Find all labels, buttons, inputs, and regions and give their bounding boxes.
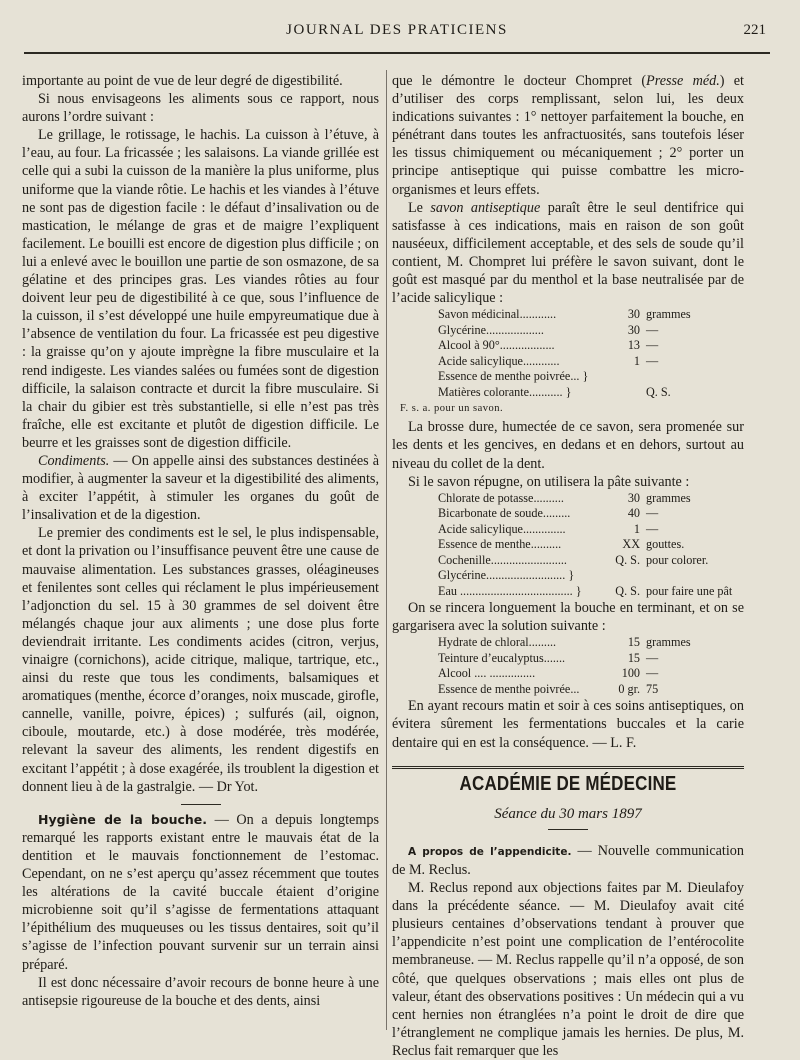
right-column bbox=[392, 72, 744, 1060]
recipe-unit: grammes bbox=[646, 635, 691, 650]
recipe-ingredient: Alcool .... ............... bbox=[438, 666, 536, 681]
paragraph: Le savon antiseptique paraît être le seul dentifrice qui satisfasse à ces indications, mais en raison de son goût nauséeux, difficilement acceptable, et des sels de soude qu’il contient, M. Chompret lui préfère le savon suivant, dont le goût est masqué par du menthol et la base neutralisée par de l’acide salicylique : bbox=[392, 199, 745, 307]
recipe-ingredient: Glycérine.......................... } bbox=[438, 568, 575, 583]
recipe-unit: Q. S. bbox=[646, 384, 671, 399]
recipe-row bbox=[438, 666, 691, 682]
recipe-unit: — bbox=[646, 650, 659, 665]
recipe-quantity: XX bbox=[622, 537, 640, 552]
journal-reference: Presse méd. bbox=[646, 73, 720, 89]
recipe-quantity: 1 bbox=[633, 353, 640, 368]
recipe-quantity: Q. S. bbox=[615, 552, 640, 567]
recipe-row bbox=[438, 553, 732, 569]
recipe-quantity: 0 gr. bbox=[618, 681, 640, 696]
recipe-quantity: 15 bbox=[627, 635, 640, 650]
paragraph: Il est donc nécessaire d’avoir recours de bonne heure à une antisepsie rigoureuse de la bouche et des dents, ainsi bbox=[22, 974, 379, 1009]
paragraph: En ayant recours matin et soir à ces soins antiseptiques, on évitera sûrement les fermentations buccales et la carie dentaire qui en est la conséquence. — L. F. bbox=[392, 698, 744, 751]
recipe-unit: — bbox=[646, 666, 659, 681]
recipe-ingredient: Savon médicinal............ bbox=[438, 307, 557, 322]
academy-heading-box bbox=[392, 769, 744, 795]
recipe-ingredient: Essence de menthe poivrée... bbox=[438, 681, 580, 696]
recipe-ingredient: Essence de menthe.......... bbox=[438, 537, 562, 552]
recipe-row bbox=[438, 491, 732, 507]
paragraph: On se rincera longuement la bouche en terminant, et on se gargarisera avec la solution suivante : bbox=[392, 600, 744, 635]
author-signature: — L. F. bbox=[588, 734, 637, 751]
recipe-unit: 75 bbox=[646, 681, 659, 696]
recipe-unit: — bbox=[646, 338, 659, 353]
section-separator bbox=[181, 804, 221, 805]
recipe-unit: pour faire une pât bbox=[646, 583, 733, 598]
recipe-row bbox=[438, 506, 732, 522]
recipe-note: F. s. a. pour un savon. bbox=[400, 403, 504, 415]
recipe-ingredient: Cochenille......................... bbox=[438, 552, 567, 567]
column-divider bbox=[386, 70, 387, 1030]
recipe-quantity: 30 bbox=[627, 490, 640, 505]
section-heading-condiments: Condiments. bbox=[38, 452, 110, 469]
header-rule bbox=[24, 52, 770, 54]
recipe-ingredient: Acide salicylique.............. bbox=[438, 521, 566, 536]
recipe-unit: gouttes. bbox=[646, 537, 685, 552]
paragraph: Si nous envisageons les aliments sous ce rapport, nous aurons l’ordre suivant : bbox=[22, 91, 379, 126]
recipe-gargle bbox=[438, 635, 691, 697]
left-column bbox=[22, 72, 379, 1010]
paragraph: Le premier des condiments est le sel, le plus indispensable, et dont la privation ou l’insuffisance peuvent être une cause de mauvaise alimentation. Les substances grasses, oléagineuses et fenilentes sont celles qui réclament le plus impérieusement l’adjonction du sel. 15 à 30 grammes de sel doivent être mélangés chaque jour aux aliments ; une dose plus forte deviendrait irritante. Les condiments acides (citron, verjus, vinaigre (cornichons), acide citrique, malique, tartrique, etc., ainsi du reste que tous les condiments, balsamiques et aromatiques (menthe, écorce d’oranges, noix muscade, girofle, cannelle, vanille, poivre, épices) ; sulfurés (ail, oignon, ciboule, moutarde, etc.) à dose modérée, très modérée, relevant la saveur des aliments, les rendent digestifs en excitant l’appétit ; à dose exagérée, ils troublent la digestion et donnent lieu à de la gastralgie. — Dr Yot. bbox=[22, 525, 379, 795]
recipe-row bbox=[438, 635, 691, 651]
section-heading-hygiene: Hygiène de la bouche. bbox=[38, 811, 208, 827]
recipe-quantity: 1 bbox=[633, 521, 640, 536]
recipe-quantity: 13 bbox=[627, 338, 640, 353]
recipe-ingredient: Alcool à 90°.................. bbox=[438, 338, 555, 353]
paragraph: importante au point de vue de leur degré de digestibilité. bbox=[22, 73, 343, 89]
recipe-ingredient: Chlorate de potasse.......... bbox=[438, 490, 564, 505]
recipe-ingredient: Eau ..................................... } bbox=[438, 583, 582, 598]
recipe-row bbox=[438, 338, 691, 354]
recipe-unit: — bbox=[646, 353, 659, 368]
recipe-row bbox=[438, 522, 732, 538]
recipe-ingredient: Teinture d’eucalyptus....... bbox=[438, 650, 566, 665]
recipe-row bbox=[438, 568, 732, 584]
recipe-ingredient: Bicarbonate de soude......... bbox=[438, 506, 571, 521]
recipe-paste bbox=[438, 491, 732, 600]
recipe-row bbox=[438, 369, 691, 385]
recipe-quantity: Q. S. bbox=[615, 583, 640, 598]
recipe-row bbox=[438, 651, 691, 667]
recipe-ingredient: Matières colorante........... } bbox=[438, 384, 572, 399]
recipe-unit: — bbox=[646, 521, 659, 536]
recipe-row bbox=[438, 323, 691, 339]
section-separator bbox=[548, 829, 588, 830]
recipe-quantity: 30 bbox=[627, 322, 640, 337]
recipe-quantity bbox=[606, 385, 646, 401]
paragraph: que le démontre le docteur Chompret (Presse méd.) et d’utiliser des corps remplissant, selon lui, les deux indications suivantes : 1° nettoyer parfaitement la bouche, en pénétrant dans toutes les anfractuosités, sans toutefois léser les tissus chimiquement ou mécaniquement ; 2° porter un principe antiseptique qui puisse combattre les micro-organismes et leurs effets. bbox=[392, 73, 744, 198]
recipe-quantity: 30 bbox=[627, 307, 640, 322]
journal-title: JOURNAL DES PRATICIENS bbox=[286, 22, 508, 38]
recipe-ingredient: Hydrate de chloral......... bbox=[438, 635, 557, 650]
recipe-unit: — bbox=[646, 506, 659, 521]
recipe-ingredient: Glycérine................... bbox=[438, 322, 544, 337]
page-number: 221 bbox=[743, 22, 766, 38]
paragraph: Le grillage, le rotissage, le hachis. La cuisson à l’étuve, à l’eau, au four. La fricassée ; les salaisons. La viande grillée est celle qui a subi la cuisson de la manière la plus uniforme, plus uniforme que la viande rôtie. Le hachis et les viandes à l’étuve ne sont pas de digestion facile : le défaut d’insalivation ou de mastication, le mélange de gras et de maigre l’expliquent facilement. Le bouilli est encore de digestion plus difficile ; on lui a enlevé avec le bouillon une partie de son osmazone, de sa gélatine et des principes gras. Les viandes rôties au four doivent leur peu de digestibilité à ce que, sous l’influence de la cuisson, il s’est développé une huile empyreumatique due à l’absence de ventilation du four. La fricassée est peu digestive : la graisse qu’on y ajoute imprègne la fibre musculaire et la rend indigeste. Les viandes salées ou fumées sont de digestion difficile, la salaison contracte et durcit la fibre musculaire. Si la chair du gibier est très substantielle, si elle n’est pas très fraîche, elle est excitante et plutôt de digestion difficile. Le beurre et les graisses sont de digestion difficile. bbox=[22, 127, 379, 451]
recipe-ingredient: Acide salicylique............ bbox=[438, 353, 560, 368]
paragraph: La brosse dure, humectée de ce savon, sera promenée sur les dents et les gencives, en dedans et en dehors, surtout au niveau du collet de la dent. bbox=[392, 419, 744, 472]
academy-title: ACADÉMIE DE MÉDECINE bbox=[459, 772, 677, 795]
recipe-row bbox=[438, 584, 732, 600]
session-date: Séance du 30 mars 1897 bbox=[494, 805, 642, 822]
section-heading-appendicite: A propos de l’appendicite. bbox=[408, 845, 572, 858]
recipe-row bbox=[438, 682, 691, 698]
recipe-quantity bbox=[606, 369, 646, 385]
recipe-quantity: 15 bbox=[627, 650, 640, 665]
recipe-quantity: 40 bbox=[627, 506, 640, 521]
recipe-unit bbox=[646, 369, 691, 385]
page-header bbox=[24, 22, 770, 44]
recipe-quantity: 100 bbox=[621, 666, 640, 681]
recipe-unit: — bbox=[646, 322, 659, 337]
recipe-quantity bbox=[606, 568, 646, 584]
recipe-unit: grammes bbox=[646, 307, 691, 322]
recipe-ingredient: Essence de menthe poivrée... } bbox=[438, 369, 589, 384]
recipe-row bbox=[438, 385, 691, 401]
paragraph: Si le savon répugne, on utilisera la pâte suivante : bbox=[408, 473, 690, 490]
recipe-soap bbox=[438, 307, 691, 400]
recipe-row bbox=[438, 537, 732, 553]
author-signature: — Dr Yot. bbox=[195, 778, 259, 795]
paragraph: A propos de l’appendicite. — Nouvelle communication de M. Reclus. bbox=[392, 842, 744, 878]
recipe-unit: grammes bbox=[646, 490, 691, 505]
paragraph: M. Reclus repond aux objections faites par M. Dieulafoy dans la précédente séance. — M. Dieulafoy avait cité plusieurs centaines d’observations tendant à prouver que l’appendicite n’est point une complication de l’entérocolite membraneuse. — M. Reclus rappelle qu’il n’a opposé, de son côté, que quelques observations ; mais elles ont plus de valeur, étant des observations positives : Un médecin qui a vu cent hernies non étranglées n’a point le droit de dire que l’étranglement ne complique jamais les hernies. De plus, M. Reclus fait remarquer que les bbox=[392, 880, 744, 1059]
recipe-unit: pour colorer. bbox=[646, 552, 709, 567]
recipe-unit bbox=[646, 568, 732, 584]
emphasis: savon antiseptique bbox=[430, 199, 541, 216]
recipe-row bbox=[438, 354, 691, 370]
recipe-row bbox=[438, 307, 691, 323]
paragraph: Condiments. — On appelle ainsi des substances destinées à modifier, à augmenter la saveur et la digestibilité des aliments, à exciter l’appétit, à stimuler les organes du goût de l’insalivation et de la digestion. bbox=[22, 452, 379, 524]
paragraph: Hygiène de la bouche. — On a depuis longtemps remarqué les rapports existant entre le mauvais état de la dentition et le mauvais fonctionnement de l’estomac. Cependant, on ne s’est aperçu qu’assez récemment que toutes les altérations de la cavité buccale étaient d’origine microbienne soit qu’il s’agisse de fermentations attaquant l’épithélium des muqueuses ou les tissus dentaires, soit qu’il s’agisse de l’infection pouvant survenir sur un terrain ainsi préparé. bbox=[22, 811, 379, 973]
